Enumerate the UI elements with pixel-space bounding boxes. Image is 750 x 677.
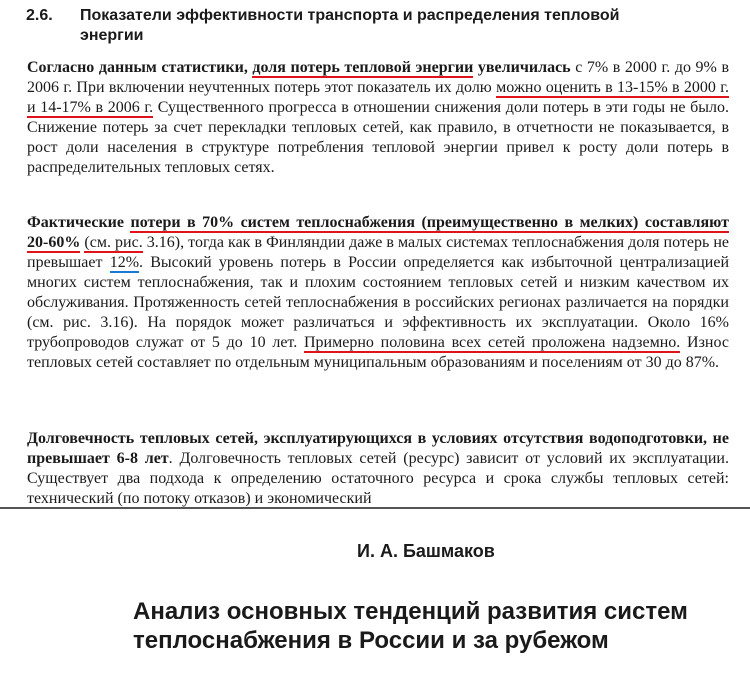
- p1-text-rest: Существенного прогресса в отношении снижения доли потерь в эти годы не было. Снижение потерь за счет перекладки тепловых сетей, как правило, в отчетности не показывается, в рост доли населения в структуре потребления тепловой энергии привел к росту доли потерь в распределительных тепловых сетях.: [27, 99, 729, 176]
- page-divider: [0, 507, 750, 509]
- p2-lead: Фактические: [27, 214, 124, 231]
- p1-highlight-estimate: можно оценить в 13-15% в 2000 г. и 14-17% в 2006 г.: [27, 79, 729, 116]
- p2-text: 3.16), тогда как в Финляндии даже в малых системах теплоснабжения доля потерь не превышает: [27, 234, 730, 271]
- p2-highlight-finland: 12%: [109, 254, 140, 271]
- paragraph-losses-statistics: [27, 58, 729, 178]
- author-name: И. А. Башмаков: [357, 541, 495, 561]
- p2-text-rest: Износ тепловых сетей составляет по отдельным муниципальным образованиям и поселениям от 30 до 87%.: [27, 334, 729, 371]
- p3-text: . Долговечность тепловых сетей (ресурс) зависит от условий их эксплуатации. Существует два подхода к определению остаточного ресурса и срока службы тепловых сетей: технический (по потоку отказов) и экономический: [27, 450, 729, 507]
- p1-lead: Согласно данным статистики,: [27, 59, 248, 76]
- p1-text: с 7% в 2000 г. до 9% в 2006 г. При включении неучтенных потерь этот показатель их долю: [27, 59, 730, 96]
- book-title-line1: Анализ основных тенденций развития систем: [133, 598, 688, 625]
- section-number: 2.6.: [26, 7, 53, 24]
- paragraph-actual-losses: [27, 213, 729, 373]
- p2-highlight-ref: (см. рис.: [84, 234, 143, 251]
- p2-highlight-losses: потери в 70% систем теплоснабжения (преимущественно в мелких) составляют 20-60%: [27, 214, 730, 251]
- section-heading: [26, 6, 726, 46]
- book-title: [133, 597, 743, 655]
- p1-increased: увеличилась: [477, 59, 571, 76]
- p3-lead: Долговечность тепловых сетей, эксплуатирующихся в условиях отсутствия водоподготовки, не превышает 6-8 лет: [27, 430, 729, 467]
- p2-text-mid: . Высокий уровень потерь в России определяется как избыточной централизацией многих систем теплоснабжения, так и плохим состоянием тепловых сетей и низким качеством их обслуживания. Протяженность сетей теплоснабжения в российских регионах различается на порядки (см. рис. 3.16). На порядок может различаться и эффективность их эксплуатации. Около 16% трубопроводов служат от 5 до 10 лет.: [27, 254, 730, 351]
- section-title-line1: Показатели эффективности транспорта и распределения тепловой: [80, 7, 620, 24]
- p2-highlight-overground: Примерно половина всех сетей проложена надземно.: [304, 334, 681, 351]
- paragraph-durability: [27, 429, 729, 509]
- p1-highlight-share: доля потерь тепловой энергии: [252, 59, 474, 76]
- section-title-line2: энергии: [80, 27, 144, 44]
- book-title-line2: теплоснабжения в России и за рубежом: [133, 627, 609, 654]
